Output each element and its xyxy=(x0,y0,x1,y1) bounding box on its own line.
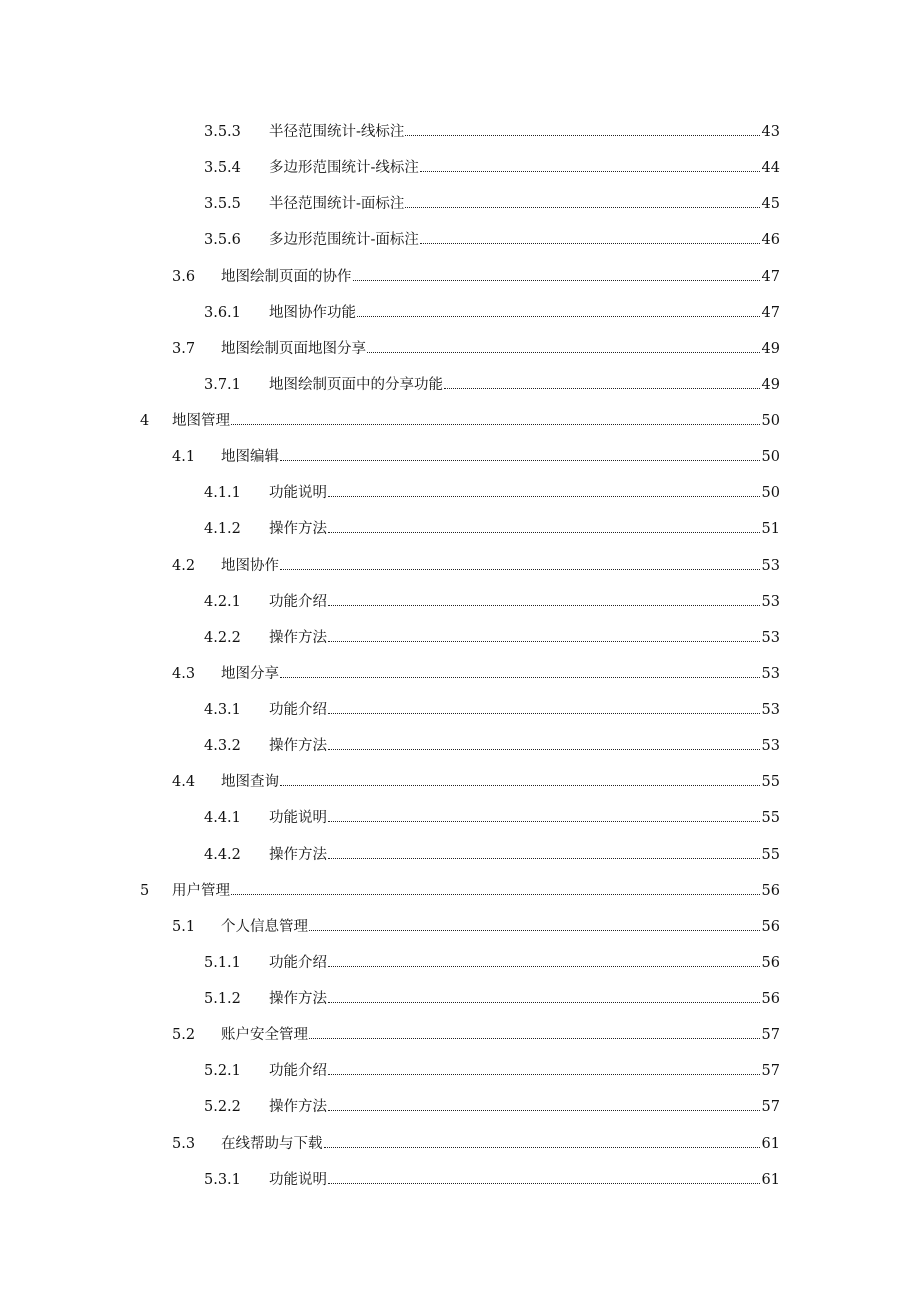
toc-entry-number: 5.2 xyxy=(172,1027,196,1044)
toc-entry-title: 功能说明 xyxy=(269,485,327,502)
toc-entry-number: 4.3.2 xyxy=(204,738,241,755)
toc-entry-number: 3.5.4 xyxy=(204,160,241,177)
toc-entry-number: 4.4 xyxy=(172,774,196,791)
toc-entry-page: 61 xyxy=(761,1135,780,1152)
toc-entry[interactable] xyxy=(0,618,920,654)
toc-entry-page: 50 xyxy=(761,413,780,429)
toc-dot-leader xyxy=(357,316,760,317)
toc-dot-leader xyxy=(328,966,760,967)
toc-entry-title: 操作方法 xyxy=(269,521,327,538)
toc-entry[interactable] xyxy=(0,871,920,907)
toc-entry-page: 51 xyxy=(761,521,780,538)
toc-entry[interactable] xyxy=(0,582,920,618)
toc-entry-title: 操作方法 xyxy=(269,846,327,863)
toc-entry-number: 4.2.1 xyxy=(204,593,241,610)
toc-dot-leader xyxy=(405,135,759,136)
toc-entry-title: 半径范围统计-线标注 xyxy=(269,124,405,140)
toc-dot-leader xyxy=(367,352,760,353)
toc-entry-title: 个人信息管理 xyxy=(221,918,308,935)
toc-entry[interactable] xyxy=(0,257,920,293)
toc-entry-title: 用户管理 xyxy=(172,882,230,899)
toc-dot-leader xyxy=(353,280,760,281)
toc-entry-title: 功能介绍 xyxy=(269,954,327,971)
toc-dot-leader xyxy=(328,532,760,533)
toc-entry-number: 4.3.1 xyxy=(204,702,241,718)
toc-entry-number: 4.1.2 xyxy=(204,521,241,538)
toc-entry-page: 53 xyxy=(761,557,780,574)
toc-entry-number: 3.7 xyxy=(172,340,196,357)
toc-entry[interactable] xyxy=(0,762,920,798)
toc-entry-page: 56 xyxy=(761,918,780,935)
toc-entry-title: 半径范围统计-面标注 xyxy=(269,196,405,213)
toc-dot-leader xyxy=(280,677,760,678)
toc-dot-leader xyxy=(231,894,760,895)
toc-entry-title: 地图绘制页面的协作 xyxy=(221,268,352,285)
toc-dot-leader xyxy=(328,1074,760,1075)
toc-dot-leader xyxy=(444,388,760,389)
toc-dot-leader xyxy=(280,785,760,786)
toc-entry-page: 53 xyxy=(761,629,780,646)
toc-entry-number: 3.7.1 xyxy=(204,376,241,393)
toc-dot-leader xyxy=(309,1038,760,1039)
toc-entry-number: 5.3 xyxy=(172,1135,196,1152)
toc-entry-page: 56 xyxy=(761,954,780,971)
toc-entry-title: 操作方法 xyxy=(269,991,327,1007)
toc-dot-leader xyxy=(280,569,760,570)
toc-dot-leader xyxy=(280,460,760,461)
toc-entry-page: 47 xyxy=(761,268,780,285)
toc-entry[interactable] xyxy=(0,1015,920,1051)
toc-entry-title: 功能说明 xyxy=(269,810,327,827)
toc-dot-leader xyxy=(309,930,760,931)
toc-entry[interactable] xyxy=(0,1087,920,1123)
toc-entry-number: 4.3 xyxy=(172,665,196,682)
toc-entry-page: 50 xyxy=(761,449,780,466)
toc-entry-title: 在线帮助与下载 xyxy=(221,1135,323,1152)
toc-entry-number: 4.4.1 xyxy=(204,810,241,827)
toc-entry-number: 4.1 xyxy=(172,449,196,466)
toc-entry-number: 5.1.1 xyxy=(204,954,241,971)
toc-entry-page: 55 xyxy=(761,774,780,791)
toc-entry-title: 地图编辑 xyxy=(221,449,279,466)
toc-entry-title: 操作方法 xyxy=(269,738,327,755)
toc-entry-page: 46 xyxy=(761,232,780,249)
toc-entry[interactable] xyxy=(0,798,920,834)
toc-entry-page: 57 xyxy=(761,1027,780,1044)
toc-entry[interactable] xyxy=(0,979,920,1015)
toc-dot-leader xyxy=(328,1110,760,1111)
toc-entry-number: 5.3.1 xyxy=(204,1171,241,1188)
toc-entry[interactable] xyxy=(0,835,920,871)
toc-entry[interactable] xyxy=(0,943,920,979)
toc-dot-leader xyxy=(328,749,760,750)
toc-entry[interactable] xyxy=(0,907,920,943)
toc-entry-page: 53 xyxy=(761,665,780,682)
toc-dot-leader xyxy=(405,207,759,208)
toc-entry[interactable] xyxy=(0,112,920,148)
toc-entry-number: 3.5.6 xyxy=(204,232,241,249)
toc-dot-leader xyxy=(324,1147,760,1148)
toc-entry-page: 57 xyxy=(761,1063,780,1080)
toc-entry-title: 功能介绍 xyxy=(269,702,327,718)
toc-dot-leader xyxy=(420,243,760,244)
toc-entry-title: 功能介绍 xyxy=(269,1063,327,1080)
toc-entry-title: 功能说明 xyxy=(269,1171,327,1188)
toc-entry-title: 操作方法 xyxy=(269,629,327,646)
toc-entry-number: 3.6.1 xyxy=(204,304,241,321)
toc-entry-page: 45 xyxy=(761,196,780,213)
toc-entry-number: 5.1.2 xyxy=(204,991,241,1007)
toc-entry[interactable] xyxy=(0,365,920,401)
toc-entry-title: 功能介绍 xyxy=(269,593,327,610)
toc-entry-page: 44 xyxy=(761,160,780,177)
toc-entry[interactable] xyxy=(0,184,920,220)
toc-dot-leader xyxy=(328,1002,760,1003)
toc-entry[interactable] xyxy=(0,726,920,762)
toc-entry-page: 53 xyxy=(761,593,780,610)
toc-entry-number: 5.2.2 xyxy=(204,1099,241,1116)
toc-entry-number: 5.2.1 xyxy=(204,1063,241,1080)
toc-entry-page: 55 xyxy=(761,846,780,863)
toc-entry[interactable] xyxy=(0,1124,920,1160)
toc-entry-title: 地图绘制页面中的分享功能 xyxy=(269,376,443,393)
toc-entry-page: 50 xyxy=(761,485,780,502)
toc-entry-title: 多边形范围统计-线标注 xyxy=(269,160,419,177)
toc-entry[interactable] xyxy=(0,1051,920,1087)
toc-entry-title: 地图绘制页面地图分享 xyxy=(221,340,366,357)
toc-entry-page: 53 xyxy=(761,738,780,755)
toc-entry-page: 47 xyxy=(761,304,780,321)
toc-entry-title: 地图分享 xyxy=(221,665,279,682)
toc-dot-leader xyxy=(328,821,760,822)
toc-entry[interactable] xyxy=(0,437,920,473)
table-of-contents xyxy=(0,112,920,1196)
toc-entry[interactable] xyxy=(0,401,920,437)
toc-entry-title: 地图查询 xyxy=(221,774,279,791)
toc-entry-page: 56 xyxy=(761,882,780,899)
toc-entry-page: 55 xyxy=(761,810,780,827)
toc-entry[interactable] xyxy=(0,473,920,509)
toc-entry-number: 4 xyxy=(140,413,150,429)
toc-entry-number: 4.4.2 xyxy=(204,846,241,863)
toc-entry[interactable] xyxy=(0,509,920,545)
toc-entry[interactable] xyxy=(0,690,920,726)
toc-entry-page: 49 xyxy=(761,376,780,393)
toc-entry-title: 地图协作 xyxy=(221,557,279,574)
toc-entry-number: 3.6 xyxy=(172,268,196,285)
toc-entry-number: 3.5.5 xyxy=(204,196,241,213)
toc-entry-page: 57 xyxy=(761,1099,780,1116)
toc-entry-title: 账户安全管理 xyxy=(221,1027,308,1044)
toc-entry-page: 56 xyxy=(761,991,780,1007)
toc-entry-number: 3.5.3 xyxy=(204,124,241,140)
toc-entry[interactable] xyxy=(0,1160,920,1196)
toc-dot-leader xyxy=(328,641,760,642)
toc-entry-number: 4.1.1 xyxy=(204,485,241,502)
toc-entry-title: 多边形范围统计-面标注 xyxy=(269,232,419,249)
toc-dot-leader xyxy=(231,424,760,425)
toc-entry-title: 操作方法 xyxy=(269,1099,327,1116)
toc-dot-leader xyxy=(328,713,760,714)
toc-entry[interactable] xyxy=(0,220,920,256)
toc-entry-page: 61 xyxy=(761,1171,780,1188)
toc-dot-leader xyxy=(328,1183,760,1184)
toc-entry-number: 5.1 xyxy=(172,918,196,935)
toc-entry-page: 43 xyxy=(761,124,780,140)
toc-entry[interactable] xyxy=(0,148,920,184)
toc-entry-title: 地图协作功能 xyxy=(269,304,356,321)
toc-entry[interactable] xyxy=(0,654,920,690)
toc-dot-leader xyxy=(420,171,760,172)
toc-entry-number: 4.2 xyxy=(172,557,196,574)
toc-entry[interactable] xyxy=(0,546,920,582)
toc-entry-number: 4.2.2 xyxy=(204,629,241,646)
toc-dot-leader xyxy=(328,496,760,497)
toc-entry[interactable] xyxy=(0,329,920,365)
toc-entry-number: 5 xyxy=(140,882,150,899)
toc-dot-leader xyxy=(328,858,760,859)
toc-entry-page: 49 xyxy=(761,340,780,357)
toc-entry[interactable] xyxy=(0,293,920,329)
toc-entry-title: 地图管理 xyxy=(172,413,230,429)
toc-entry-page: 53 xyxy=(761,702,780,718)
toc-dot-leader xyxy=(328,605,760,606)
